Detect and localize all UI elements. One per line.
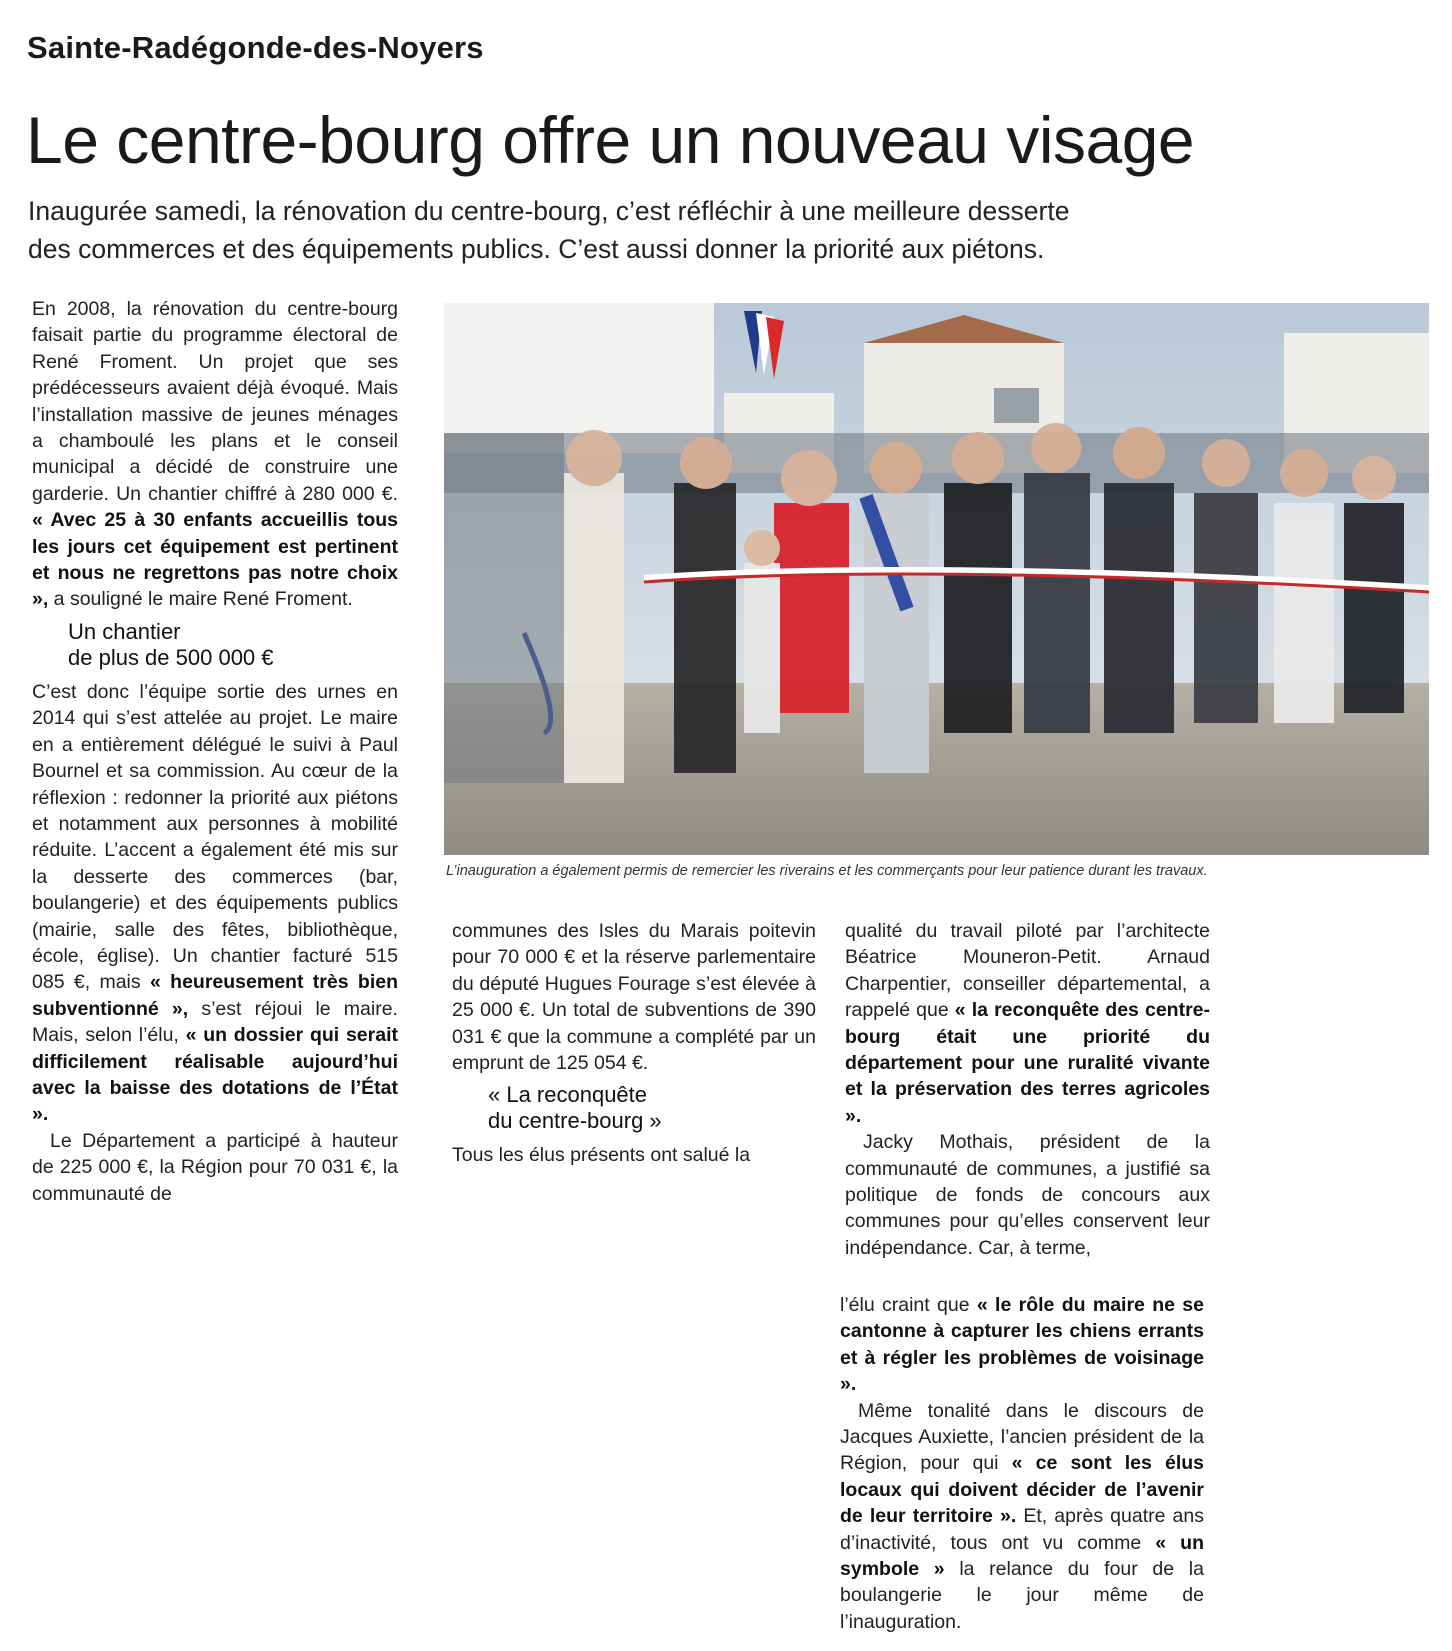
paragraph: communes des Isles du Marais poitevin pour 70 000 € et la réserve parlementaire du député Hugues Fourage s’est élevée à 25 000 €. Un total de subventions de 390 031 € que la commune a complété par un emprunt de 125 054 €. (452, 920, 816, 1075)
quote: « ce sont les élus locaux qui doivent décider de l’avenir de leur territoire ». (840, 1452, 1204, 1528)
lead-line-2: des commerces et des équipements publics. C’est aussi donner la priorité aux piétons. (28, 234, 1045, 264)
paragraph: En 2008, la rénovation du centre-bourg faisait partie du programme électoral de René Froment. Un projet que ses prédécesseurs avaient déjà évoqué. Mais l’installation massive de jeunes ménages a chamboulé les plans et le conseil municipal a décidé de construire une garderie. Un chantier chiffré à 280 000 €. « Avec 25 à 30 enfants accueillis tous les jours cet équipement est pertinent et nous ne regrettons pas notre choix », a souligné le maire René Froment. (32, 298, 398, 611)
column-3 (845, 918, 1210, 1261)
column-1 (32, 296, 398, 1207)
article-lead (28, 192, 1428, 268)
quote: « un symbole » (840, 1531, 1204, 1581)
column-2 (452, 918, 816, 1169)
paragraph: qualité du travail piloté par l’architecte Béatrice Mouneron-Petit. Arnaud Charpentier, conseiller départemental, a rappelé que « la reconquête des centre-bourg était une priorité du département pour une ruralité vivante et la préservation des terres agricoles ». (845, 920, 1210, 1127)
subheading: Un chantier de plus de 500 000 € (68, 618, 274, 670)
photo-illustration (444, 303, 1429, 855)
column-4 (840, 1292, 1204, 1635)
quote: « heureusement très bien subventionné », (32, 971, 398, 1020)
paragraph: Tous les élus présents ont salué la (452, 1144, 751, 1167)
paragraph: Même tonalité dans le discours de Jacques Auxiette, l’ancien président de la Région, pour qui « ce sont les élus locaux qui doivent décider de l’avenir de leur territoire ». Et, après quatre ans d’inactivité, tous ont vu comme « un symbole » la relance du four de la boulangerie le jour même de l’inauguration. (840, 1399, 1204, 1633)
locality-label: Sainte-Radégonde-des-Noyers (27, 30, 484, 65)
quote: « un dossier qui serait difficilement réalisable aujourd’hui avec la baisse des dotations de l’État ». (32, 1024, 398, 1126)
paragraph: Jacky Mothais, président de la communauté de communes, a justifié sa politique de fonds de concours aux communes pour qu’elles conservent leur indépendance. Car, à terme, (845, 1131, 1210, 1259)
lead-line-1: Inaugurée samedi, la rénovation du centre-bourg, c’est réfléchir à une meilleure desserte (28, 196, 1070, 226)
paragraph: Le Département a participé à hauteur de 225 000 €, la Région pour 70 031 €, la communauté de (32, 1129, 398, 1205)
article-headline: Le centre-bourg offre un nouveau visage (26, 103, 1195, 177)
quote: « la reconquête des centre-bourg était une priorité du département pour une ruralité vivante et la préservation des terres agricoles ». (845, 999, 1210, 1127)
quote: « le rôle du maire ne se cantonne à capturer les chiens errants et à régler les problèmes de voisinage ». (840, 1294, 1204, 1396)
paragraph: l’élu craint que « le rôle du maire ne se cantonne à capturer les chiens errants et à régler les problèmes de voisinage ». (840, 1294, 1204, 1396)
photo-caption: L’inauguration a également permis de remercier les riverains et les commerçants pour leur patience durant les travaux. (446, 863, 1208, 879)
quote: « Avec 25 à 30 enfants accueillis tous les jours cet équipement est pertinent et nous ne regrettons pas notre choix », (32, 509, 398, 611)
subheading: « La reconquête du centre-bourg » (488, 1082, 662, 1134)
paragraph: C’est donc l’équipe sortie des urnes en 2014 qui s’est attelée au projet. Le maire en a entièrement délégué le suivi à Paul Bournel et sa commission. Au cœur de la réflexion : redonner la priorité aux piétons et notamment aux personnes à mobilité réduite. L’accent a également été mis sur la desserte des commerces (bar, boulangerie) et des équipements publics (mairie, salle des fêtes, bibliothèque, école, église). Un chantier facturé 515 085 €, mais « heureusement très bien subventionné », s’est réjoui le maire. Mais, selon l’élu, « un dossier qui serait difficilement réalisable aujourd’hui avec la baisse des dotations de l’État ». (32, 680, 398, 1126)
inauguration-photo (444, 303, 1429, 855)
